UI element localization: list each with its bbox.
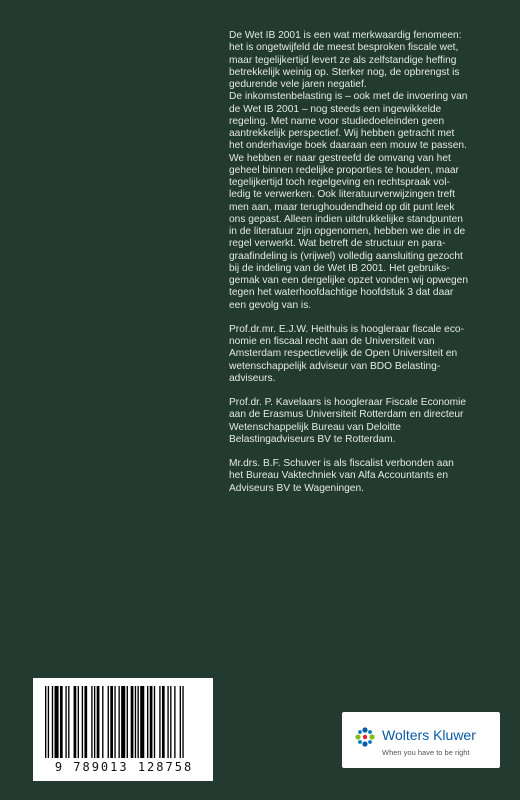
text-line: aan de Erasmus Universiteit Rotterdam en directeur [229,409,464,421]
barcode-bar [135,686,136,758]
barcode-bar [65,686,66,758]
text-line: gemak van een dergelijke opzet vonden wij opwegen [229,275,468,286]
text-line: Prof.dr. P. Kavelaars is hoogleraar Fiscale Economie [229,397,467,408]
text-line: in de literatuur zijn opgenomen, hebben we die in de [229,226,466,237]
publisher-name: Wolters Kluwer [382,727,476,743]
text-line: tegen het waterhoofdachtige hoofdstuk 3 dat daar [229,287,454,299]
barcode-bar [60,686,63,758]
barcode-bar [170,686,171,758]
barcode-bar [180,686,181,758]
barcode-bar [45,686,46,758]
barcode-bar [127,686,128,758]
back-cover-text [229,30,504,495]
text-line: adviseurs. [229,372,276,384]
barcode-bar [162,686,165,758]
description-paragraph [229,30,504,312]
text-line: maar tegelijkertijd levert ze als zelfstandige heffing [229,54,457,66]
barcode-bar [102,686,103,758]
text-line: het Bureau Vaktechniek van Alfa Accountants en [229,470,448,482]
publisher-tagline: When you have to be right [382,748,470,757]
barcode-bar [94,686,95,758]
barcode-bar [68,686,69,758]
text-line: het onderhavige boek daaraan een mouw te passen. [229,140,467,152]
text-line: men aan, maar terughoudendheid op dit punt leek [229,201,455,213]
barcode-bar [140,686,144,758]
text-line: gedurende vele jaren negatief. [229,79,367,90]
barcode-bar [82,686,83,758]
barcode-bar [147,686,148,758]
isbn-barcode [33,678,213,781]
text-line: De Wet IB 2001 is een wat merkwaardig fenomeen: [229,30,462,41]
wolters-kluwer-logo-icon [354,726,376,748]
text-line: aantrekkelijk perspectief. Wij hebben getracht met [229,128,455,139]
text-line: ons gepast. Alleen indien uitdrukkelijke standpunten [229,213,463,225]
barcode-bar [48,686,49,758]
barcode-bar [118,686,119,758]
text-line: een gevolg van is. [229,299,312,311]
barcode-bar [159,686,160,758]
barcode-bar [121,686,125,758]
barcode-bar [55,686,59,758]
paragraph-spacer [229,446,504,458]
barcode-bar [97,686,100,758]
text-line: betrekkelijk weinig op. Sterker nog, de opbrengst is [229,66,460,78]
text-line: Adviseurs BV te Wageningen. [229,482,364,494]
text-line: De inkomstenbelasting is – ook met de invoering van [229,91,468,103]
text-line: ledig te verwerken. Ook literatuurverwijzingen treft [229,189,455,201]
barcode-bar [137,686,138,758]
paragraph-spacer [229,312,504,324]
text-line: het is ongetwijfeld de meest besproken fiscale wet, [229,42,459,54]
barcode-bar [108,686,109,758]
text-line: bij de indeling van de Wet IB 2001. Het gebruiks- [229,262,450,274]
barcode-bar [52,686,53,758]
text-line: tegelijkertijd toch regelgeving en rechtspraak vol- [229,177,450,188]
publisher-logo [342,712,500,768]
text-line: Amsterdam respectievelijk de Open Universiteit en [229,348,458,360]
author-bio-heithuis [229,324,504,385]
isbn-number: 9 789013 128758 [54,760,194,774]
text-line: wetenschappelijk adviseur van BDO Belasting- [229,360,441,372]
text-line: Prof.dr.mr. E.J.W. Heithuis is hoogleraar fiscale eco- [229,323,464,335]
text-line: regeling. Met name voor studiedoeleinden geen [229,115,445,127]
text-line: Mr.drs. B.F. Schuver is als fiscalist verbonden aan [229,458,454,469]
barcode-bar [74,686,77,758]
paragraph-spacer [229,385,504,397]
text-line: geheel binnen redelijke proporties te houden, maar [229,164,459,176]
text-line: de Wet IB 2001 – nog steeds een ingewikkelde [229,103,442,115]
barcode-bar [131,686,134,758]
text-line: regel verwerkt. Wat betreft de structuur en para- [229,238,446,250]
barcode-bar [110,686,113,758]
text-line: graafindeling is (vrijwel) volledig aansluiting gezocht [229,250,463,262]
barcode-bar [114,686,115,758]
text-line: We hebben er naar gestreefd de omvang van het [229,152,451,164]
barcode-bar [150,686,153,758]
text-line: Wetenschappelijk Bureau van Deloitte [229,421,401,433]
barcode-bar [167,686,168,758]
barcode-bar [91,686,92,758]
author-bio-schuver [229,458,504,495]
barcode-bar [174,686,175,758]
author-bio-kavelaars [229,397,504,446]
text-line: nomie en fiscaal recht aan de Universiteit van [229,336,435,347]
text-line: Belastingadviseurs BV te Rotterdam. [229,433,396,445]
barcode-bars [41,686,207,758]
barcode-bar [182,686,183,758]
barcode-bar [78,686,79,758]
barcode-bar [84,686,87,758]
barcode-bar [154,686,155,758]
